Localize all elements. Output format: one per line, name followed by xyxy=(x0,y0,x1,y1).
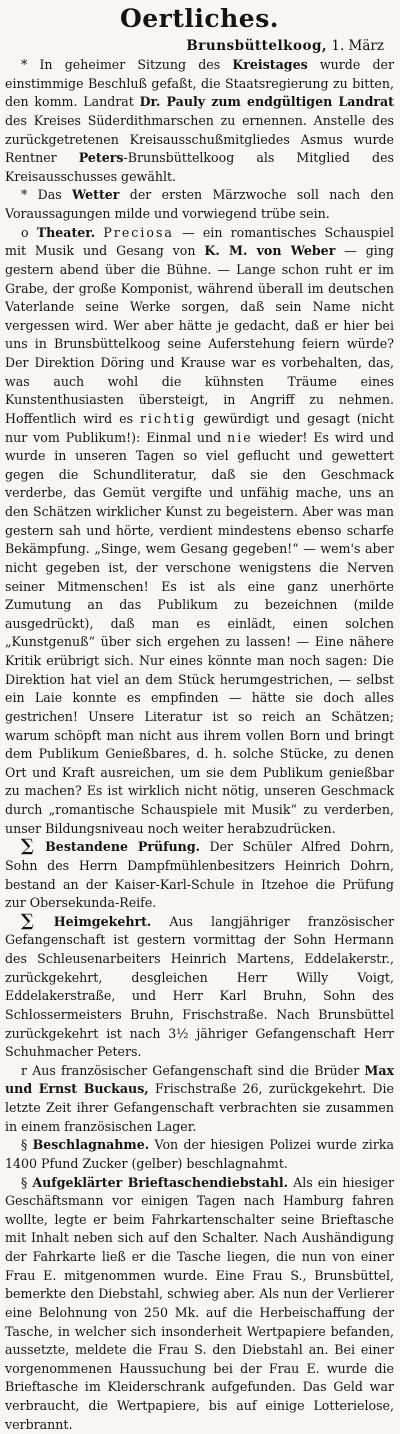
article-brueder: r Aus französischer Gefangenschaft sind die Brüder Max und Ernst Buckaus, Frischstraße 26, zurückgekehrt. Die letzte Zeit ihrer Gefangenschaft verbrachten sie zusammen in einem französischen Lager. xyxy=(5,1062,394,1137)
article-heimgekehrt: ∑ Heimgekehrt. Aus langjähriger französischer Gefangenschaft ist gestern vormittag der Sohn Hermann des Schleusenarbeiters Heinrich Martens, Eddelakerstr., zurückgekehrt, desgleichen Herr Willy Voigt, Eddelakerstraße, und Herr Karl Bruhn, Sohn des Schlossermeisters Bruhn, Frischstraße. Nach Brunsbüttel zurückgekehrt ist nach 3½ jähriger Gefangenschaft Herr Schuhmacher Peters. xyxy=(5,913,394,1062)
article-wetter: * Das Wetter der ersten Märzwoche soll nach den Voraussagungen milde und vorwiegend trübe sein. xyxy=(5,186,394,223)
article-column xyxy=(5,56,394,1434)
newspaper-page xyxy=(0,2,400,1254)
dateline-place: Brunsbüttelkoog, xyxy=(186,38,327,54)
section-heading: Oertliches. xyxy=(5,2,394,36)
article-kreistag: * In geheimer Sitzung des Kreistages wurde der einstimmige Beschluß gefaßt, die Staatsregierung zu bitten, den komm. Landrat Dr. Pauly zum endgültigen Landrat des Kreises Süderdithmarschen zu ernennen. Anstelle des zurückgetretenen Kreisausschußmitgliedes Asmus wurde Rentner Peters-Brunsbüttelkoog als Mitglied des Kreisausschusses gewählt. xyxy=(5,56,394,186)
dateline-date: 1. März xyxy=(331,38,384,54)
dateline xyxy=(5,36,394,56)
article-brieftasche: § Aufgeklärter Brieftaschendiebstahl. Als ein hiesiger Geschäftsmann vor einigen Tagen nach Hamburg fahren wollte, legte er beim Fahrkartenschalter seine Brieftasche mit Inhalt neben sich auf den Schalter. Nach Aushändigung der Fahrkarte ließ er die Tasche liegen, die nun von einer Frau E. mitgenommen wurde. Eine Frau S., Brunsbüttel, bemerkte den Diebstahl, schwieg aber. Als nun der Verlierer eine Belohnung von 250 Mk. auf die Herbeischaffung der Tasche, in welcher sich insonderheit Wertpapiere befanden, aussetzte, meldete die Frau S. den Diebstahl an. Bei einer vorgenommenen Haussuchung bei der Frau E. wurde die Brieftasche im Kleiderschrank aufgefunden. Das Geld war verbraucht, die Wertpapiere, bis auf einige Lotterielose, verbrannt. xyxy=(5,1174,394,1434)
article-pruefung: ∑ Bestandene Prüfung. Der Schüler Alfred Dohrn, Sohn des Herrn Dampfmühlenbesitzers Heinrich Dohrn, bestand an der Kaiser-Karl-Schule in Itzehoe die Prüfung zur Obersekunda-Reife. xyxy=(5,838,394,913)
article-beschlagnahme: § Beschlagnahme. Von der hiesigen Polizei wurde zirka 1400 Pfund Zucker (gelber) beschlagnahmt. xyxy=(5,1136,394,1173)
article-theater: o Theater. Preciosa — ein romantisches Schauspiel mit Musik und Gesang von K. M. von Weber — ging gestern abend über die Bühne. — Lange schon ruht er im Grabe, der große Komponist, während überall im deutschen Vaterlande seine Werke sorgen, daß sein Name nicht vergessen wird. Wer aber hätte je gedacht, daß er hier bei uns in Brunsbüttelkoog seine Auferstehung feiern würde? Der Direktion Döring und Krause war es vorbehalten, das, was auch wohl die kühnsten Träume eines Kunstenthusiasten übersteigt, in Angriff zu nehmen. Hoffentlich wird es richtig gewürdigt und gesagt (nicht nur vom Publikum!): Einmal und nie wieder! Es wird und wurde in unseren Tagen so viel geflucht und gewettert gegen die Schundliteratur, daß sie den Geschmack verderbe, das Gemüt vergifte und unfähig mache, uns an den Schätzen wirklicher Kunst zu begeistern. Aber was man gestern sah und hörte, verdient mindestens ebenso scharfe Bekämpfung. „Singe, wem Gesang gegeben!“ — wem's aber nicht gegeben ist, der verschone wenigstens die Nerven seiner Mitmenschen! Es ist als eine ganz unerhörte Zumutung an das Publikum zu bezeichnen (milde ausgedrückt), daß man es einlädt, einen solchen „Kunstgenuß“ über sich ergehen zu lassen! — Eine nähere Kritik erübrigt sich. Nur eines könnte man noch sagen: Die Direktion hat viel an dem Stück herumgestrichen, — selbst ein Laie konnte es empfinden — hätte sie doch alles gestrichen! Unsere Literatur ist so reich an Schätzen; warum schöpft man nicht aus ihrem vollen Born und bringt dem Publikum Genießbares, d. h. solche Stücke, zu denen Ort und Kraft ausreichen, um sie dem Publikum genießbar zu machen? Es ist wirklich nicht nötig, unseren Geschmack durch „romantische Schauspiele mit Musik“ zu verderben, unser Bildungsniveau noch weiter herabzudrücken. xyxy=(5,224,394,839)
